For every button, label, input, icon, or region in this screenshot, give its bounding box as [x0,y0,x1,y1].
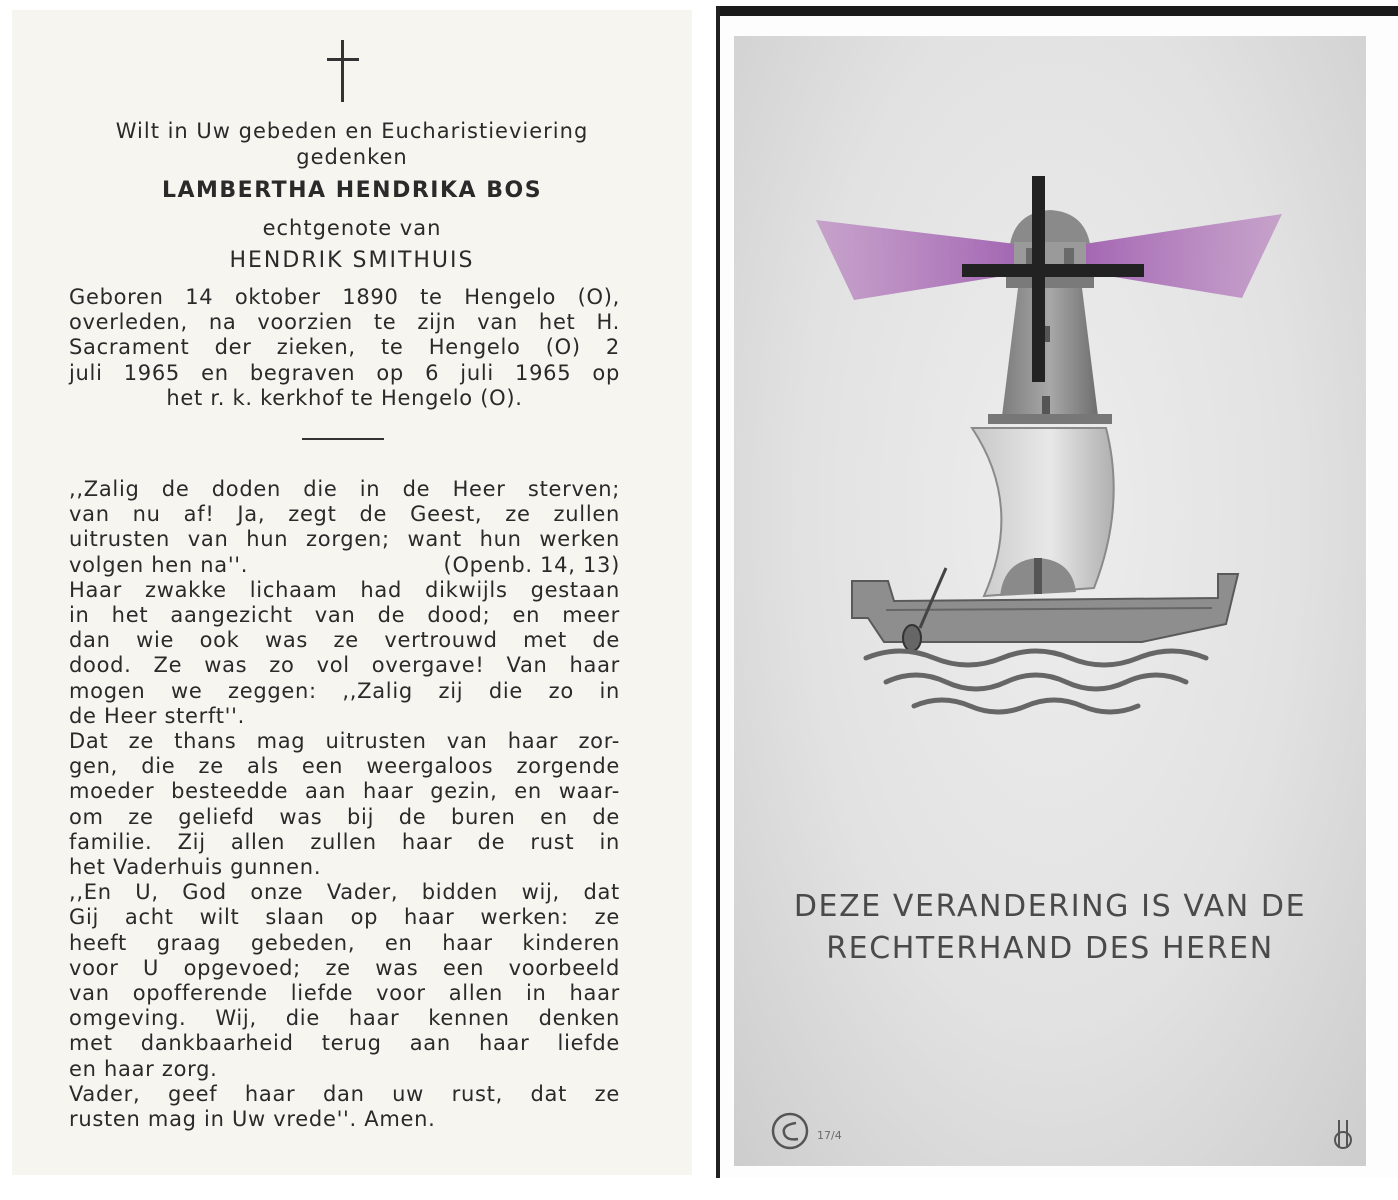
sail [972,428,1114,596]
bible-reference: (Openb. 14, 13) [443,552,620,577]
caption-line: DEZE VERANDERING IS VAN DE [793,889,1307,924]
cross-icon [323,40,363,102]
caption-line: RECHTERHAND DES HEREN [826,931,1274,966]
intro-text: Wilt in Uw gebeden en Eucharistieviering gedenken [115,119,589,169]
scan-edge [716,6,720,1178]
quote-line: ,,Zalig de doden die in de Heer sterven; [69,477,620,501]
waves [866,651,1206,712]
divider-line [302,438,384,440]
print-code: 17/4 [817,1129,842,1142]
prayer-card-image-side [716,6,1398,1178]
biography: Geboren 14 oktober 1890 te Hengelo (O), overleden, na voorzien te zijn van het H. Sacrament der zieken, te Hengelo (O) 2 juli 1965 en begraven op 6 juli 1965 op het r. k. kerkhof te Hengelo (O). [69,285,620,410]
illustration-frame [734,36,1366,1166]
prayer-card-text-side [12,10,692,1175]
artist-monogram [1332,1118,1354,1150]
spouse-of-label: echtgenote van [262,216,442,240]
publisher-logo [770,1111,810,1151]
lighthouse-ship-illustration [734,36,1366,1166]
quote-line: volgen hen na''. (Openb. 14, 13) [69,552,620,577]
deceased-name: LAMBERTHA HENDRIKA BOS [161,178,543,203]
lighthouse [988,210,1112,424]
quote-line: van nu af! Ja, zegt de Geest, ze zullen [69,502,620,527]
spouse-name: HENDRIK SMITHUIS [229,248,475,273]
memorial-text: ,,Zalig de doden die in de Heer sterven; van nu af! Ja, zegt de Geest, ze zullen uitrusten van hun zorgen; want hun werken volgen hen na''. (Openb. 14, 13) Haar zwakke lichaam had dikwijls gestaan in het aangezicht van de dood; en meer dan wie ook was ze vertrouwd met de dood. Ze was zo vol overgave! Van haar mogen we zeggen: ,,Zalig zij die zo in de Heer sterft''. Dat ze thans mag uitrusten van haar zor- gen, die ze als een weergaloos zorgende moeder besteedde aan haar gezin, en waar- om ze geliefd was bij de buren en de familie. Zij allen zullen haar de rust in het Vaderhuis gunnen. ,,En U, God onze Vader, bidden wij, dat Gij acht wilt slaan op haar werken: ze heeft graag gebeden, en haar kinderen voor U opgevoed; ze was een voorbeeld van opofferende liefde voor allen in haar omgeving. Wij, die haar kennen denken met dankbaarheid terug aan haar liefde en haar zorg. Vader, geef haar dan uw rust, dat ze rusten mag in Uw vrede''. Amen. [69,477,620,1132]
scan-edge [716,6,1398,16]
quote-line: uitrusten van hun zorgen; want hun werken [69,527,620,552]
